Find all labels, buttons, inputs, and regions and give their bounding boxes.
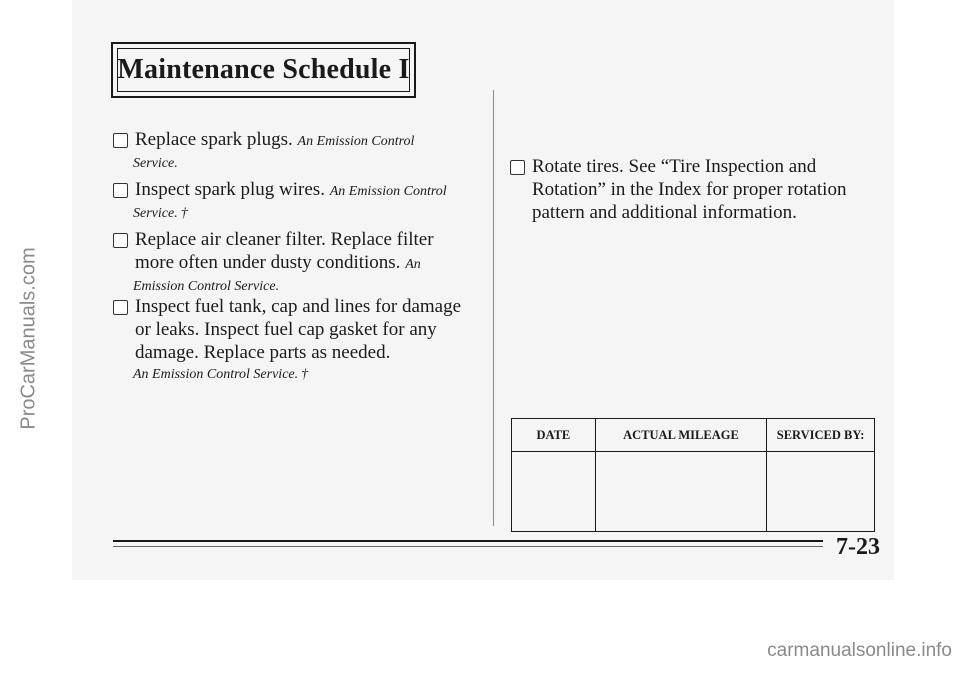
bottom-watermark: carmanualsonline.info [767, 640, 952, 661]
page-title-text: Maintenance Schedule I [117, 54, 410, 85]
item-text [532, 155, 846, 224]
emission-note-line [133, 364, 483, 386]
table-header-row [512, 419, 875, 452]
emission-note-cont: Emission Control Service. [133, 279, 280, 294]
bottom-rule-thin [113, 546, 823, 547]
item-line-3: pattern and additional information. [532, 202, 797, 223]
column-divider [493, 90, 494, 526]
emission-note-cont: An Emission Control Service. [133, 367, 299, 382]
emission-note-cont-line [133, 203, 483, 225]
page-number: 7-23 [836, 534, 880, 560]
checklist-item-rotate-tires [510, 155, 890, 224]
serviced-by-cell[interactable] [767, 452, 875, 532]
header-serviced-by: SERVICED BY: [767, 419, 875, 452]
emission-note-cont: Service. [133, 206, 178, 221]
item-line-1: Inspect fuel tank, cap and lines for damage [135, 296, 462, 317]
page-title [111, 42, 416, 98]
item-line-3: damage. Replace parts as needed. [135, 342, 391, 363]
dagger-mark: † [301, 367, 309, 382]
emission-note-cont: Service. [133, 156, 178, 171]
item-main-text: Inspect spark plug wires. [135, 179, 325, 200]
item-line-2: or leaks. Inspect fuel cap gasket for any [135, 319, 437, 340]
dagger-mark: † [180, 206, 188, 221]
item-line-2 [135, 251, 434, 276]
checkbox[interactable] [113, 233, 128, 248]
checkbox[interactable] [113, 133, 128, 148]
header-date: DATE [512, 419, 596, 452]
checklist-item-air-cleaner [113, 228, 483, 298]
side-watermark-text: ProCarManuals.com [17, 246, 40, 430]
checkbox[interactable] [510, 160, 525, 175]
date-cell[interactable] [512, 452, 596, 532]
checkbox[interactable] [113, 183, 128, 198]
checklist-item-spark-plug-wires [113, 178, 483, 225]
service-record-table [511, 418, 875, 532]
item-text [135, 178, 447, 203]
checkbox[interactable] [113, 300, 128, 315]
item-text [135, 128, 414, 153]
emission-note: An Emission Control [329, 184, 447, 199]
item-main-text: Replace spark plugs. [135, 129, 293, 150]
bottom-rule-thick [113, 540, 823, 542]
item-text [135, 228, 434, 276]
mileage-cell[interactable] [595, 452, 766, 532]
item-line-1: Rotate tires. See “Tire Inspection and [532, 156, 817, 177]
checklist-item-fuel-tank [113, 295, 483, 386]
item-line-2-text: more often under dusty conditions. [135, 252, 401, 273]
item-text [135, 295, 461, 364]
side-watermark [16, 0, 42, 676]
emission-note: An [405, 257, 421, 272]
item-line-2: Rotation” in the Index for proper rotation [532, 179, 847, 200]
header-actual-mileage: ACTUAL MILEAGE [595, 419, 766, 452]
table-row [512, 452, 875, 532]
checklist-item-spark-plugs [113, 128, 483, 175]
item-line-1: Replace air cleaner filter. Replace filter [135, 229, 434, 250]
emission-note: An Emission Control [297, 134, 415, 149]
